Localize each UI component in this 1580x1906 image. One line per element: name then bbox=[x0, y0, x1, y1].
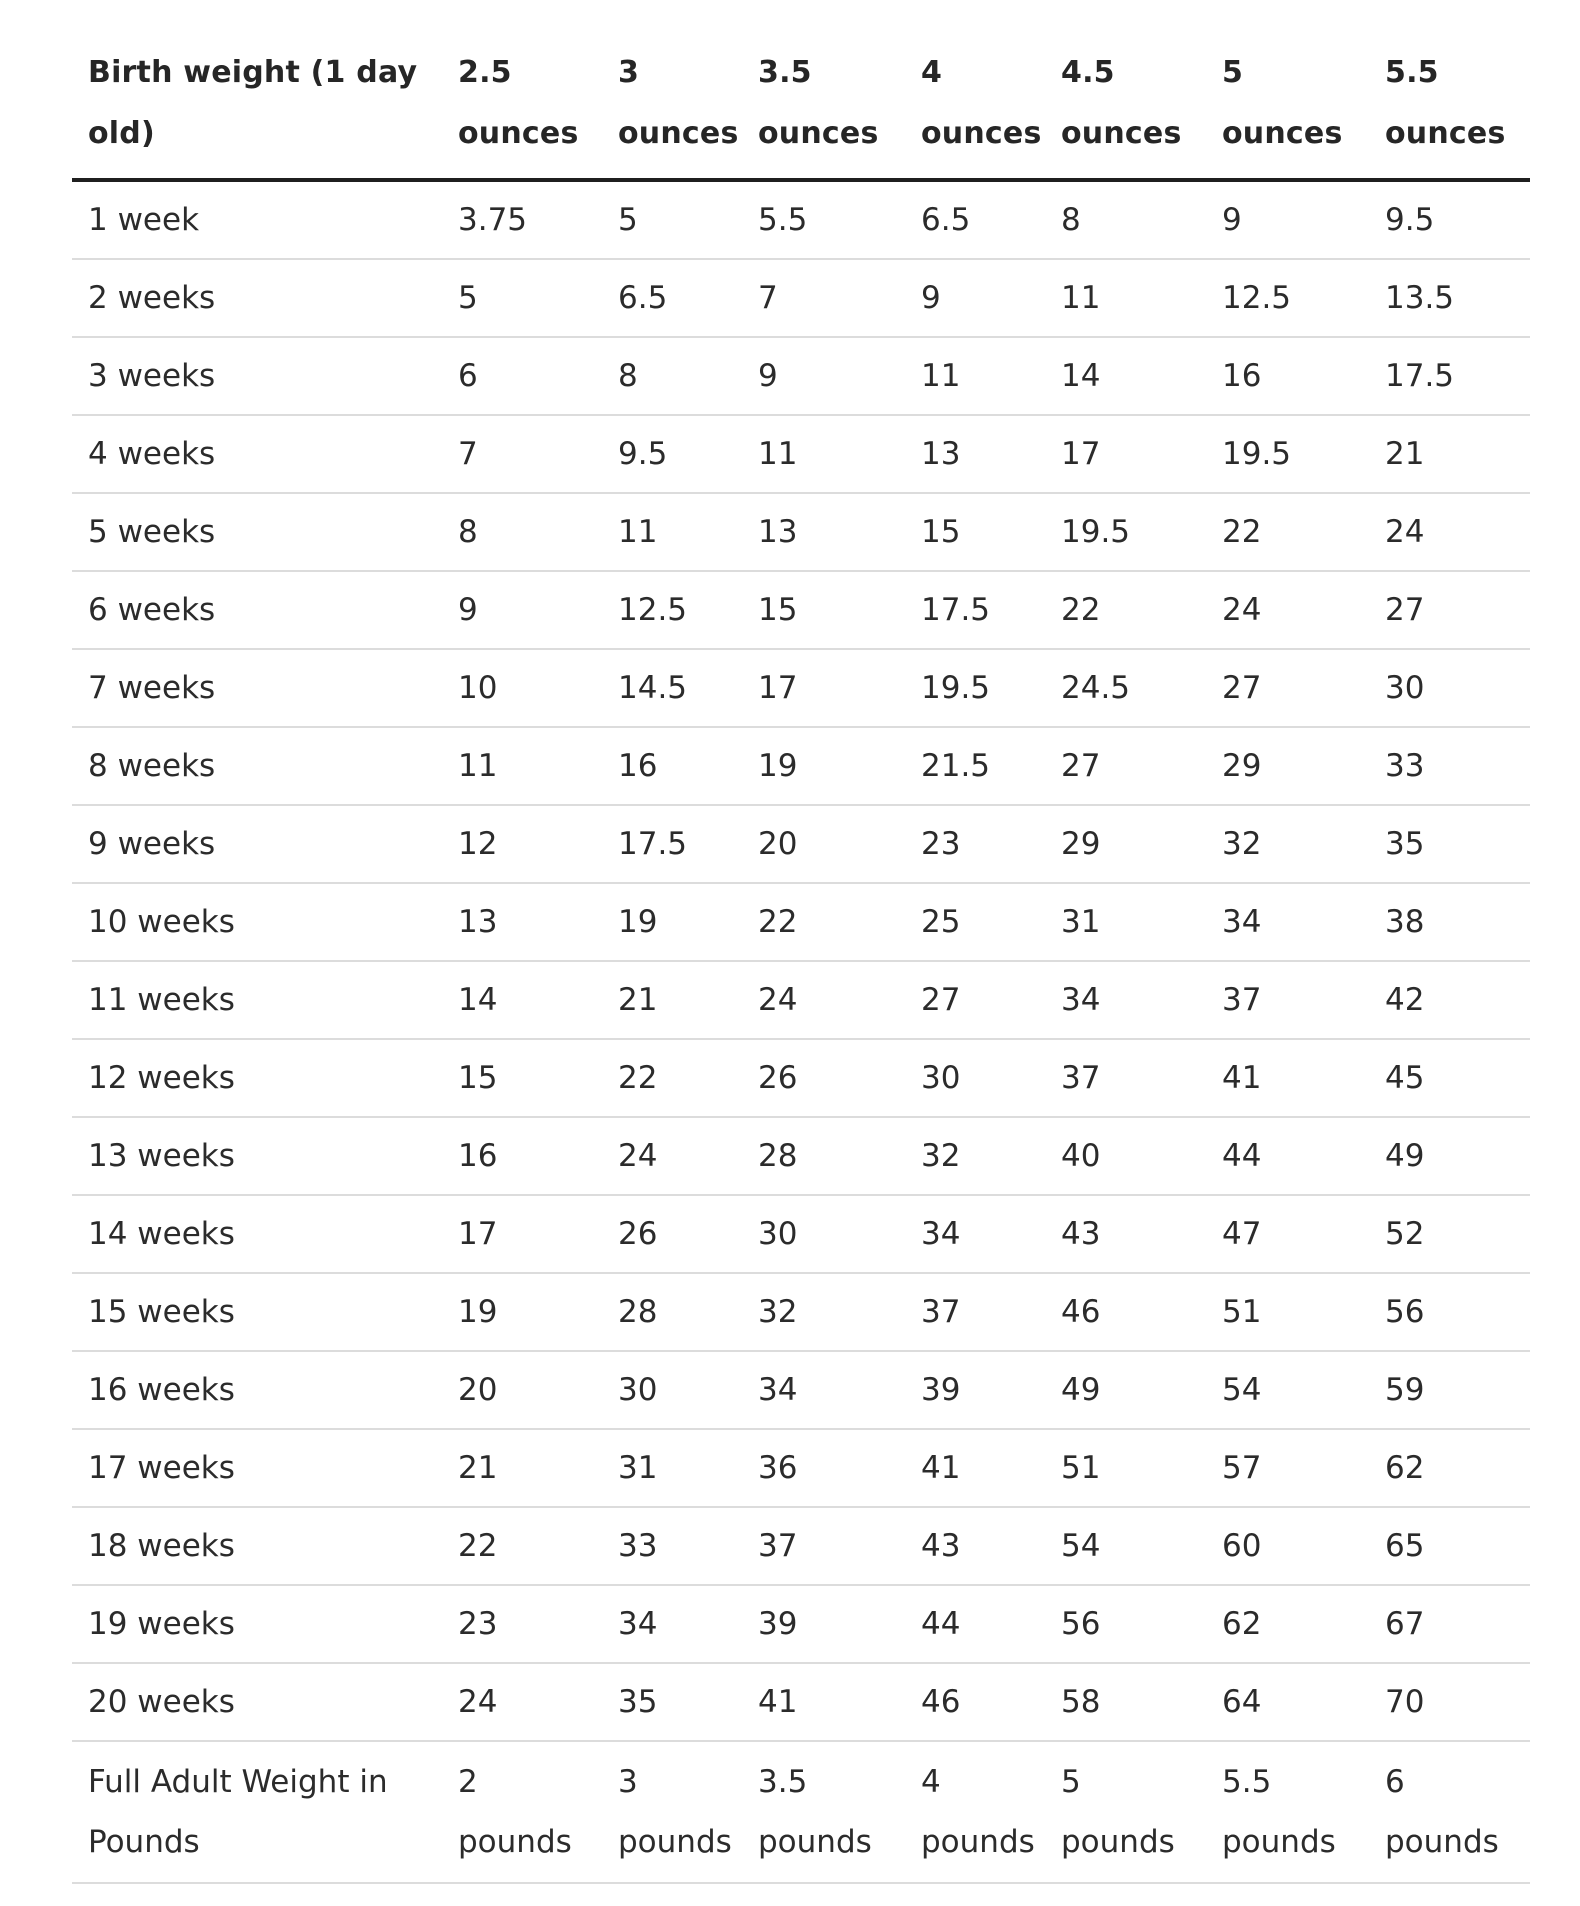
weight-cell: 3.5 pounds bbox=[742, 1741, 905, 1883]
weight-cell: 16 bbox=[442, 1117, 602, 1195]
weight-cell: 33 bbox=[602, 1507, 742, 1585]
weight-cell: 24.5 bbox=[1045, 649, 1206, 727]
weight-cell: 27 bbox=[905, 961, 1045, 1039]
weight-cell: 56 bbox=[1045, 1585, 1206, 1663]
weight-cell: 9 bbox=[742, 337, 905, 415]
table-row bbox=[72, 180, 1530, 259]
weight-cell: 60 bbox=[1206, 1507, 1369, 1585]
table-row bbox=[72, 1117, 1530, 1195]
table-row bbox=[72, 415, 1530, 493]
header-row bbox=[72, 30, 1530, 180]
weight-cell: 38 bbox=[1369, 883, 1530, 961]
weight-cell: 32 bbox=[742, 1273, 905, 1351]
weight-cell: 23 bbox=[442, 1585, 602, 1663]
weight-cell: 33 bbox=[1369, 727, 1530, 805]
weight-cell: 39 bbox=[905, 1351, 1045, 1429]
table-body bbox=[72, 180, 1530, 1883]
weight-cell: 11 bbox=[742, 415, 905, 493]
weight-cell: 12.5 bbox=[602, 571, 742, 649]
weight-cell: 8 bbox=[1045, 180, 1206, 259]
weight-cell: 56 bbox=[1369, 1273, 1530, 1351]
weight-cell: 26 bbox=[602, 1195, 742, 1273]
row-label-cell: 12 weeks bbox=[72, 1039, 442, 1117]
weight-cell: 17 bbox=[742, 649, 905, 727]
weight-cell: 27 bbox=[1206, 649, 1369, 727]
weight-cell: 57 bbox=[1206, 1429, 1369, 1507]
weight-cell: 9.5 bbox=[602, 415, 742, 493]
weight-cell: 14.5 bbox=[602, 649, 742, 727]
table-row bbox=[72, 337, 1530, 415]
weight-cell: 3 pounds bbox=[602, 1741, 742, 1883]
weight-cell: 7 bbox=[442, 415, 602, 493]
weight-cell: 15 bbox=[905, 493, 1045, 571]
weight-cell: 32 bbox=[905, 1117, 1045, 1195]
weight-cell: 54 bbox=[1045, 1507, 1206, 1585]
weight-cell: 39 bbox=[742, 1585, 905, 1663]
weight-cell: 23 bbox=[905, 805, 1045, 883]
weight-cell: 9 bbox=[442, 571, 602, 649]
weight-cell: 16 bbox=[602, 727, 742, 805]
weight-cell: 10 bbox=[442, 649, 602, 727]
weight-cell: 24 bbox=[1206, 571, 1369, 649]
table-header bbox=[72, 30, 1530, 180]
weight-cell: 22 bbox=[742, 883, 905, 961]
weight-cell: 15 bbox=[742, 571, 905, 649]
weight-cell: 17 bbox=[1045, 415, 1206, 493]
weight-cell: 4 pounds bbox=[905, 1741, 1045, 1883]
weight-cell: 29 bbox=[1045, 805, 1206, 883]
weight-cell: 41 bbox=[905, 1429, 1045, 1507]
weight-cell: 6 pounds bbox=[1369, 1741, 1530, 1883]
table-row bbox=[72, 1195, 1530, 1273]
weight-cell: 36 bbox=[742, 1429, 905, 1507]
weight-cell: 28 bbox=[742, 1117, 905, 1195]
row-label-cell: 11 weeks bbox=[72, 961, 442, 1039]
weight-cell: 12.5 bbox=[1206, 259, 1369, 337]
row-label-cell: 1 week bbox=[72, 180, 442, 259]
weight-cell: 21 bbox=[1369, 415, 1530, 493]
weight-cell: 20 bbox=[742, 805, 905, 883]
header-cell-birth-weight: 3 ounces bbox=[602, 30, 742, 180]
weight-cell: 9 bbox=[905, 259, 1045, 337]
weight-cell: 37 bbox=[742, 1507, 905, 1585]
weight-cell: 19.5 bbox=[1045, 493, 1206, 571]
weight-cell: 22 bbox=[1045, 571, 1206, 649]
table-row bbox=[72, 1351, 1530, 1429]
weight-cell: 54 bbox=[1206, 1351, 1369, 1429]
weight-cell: 43 bbox=[1045, 1195, 1206, 1273]
table-row bbox=[72, 1585, 1530, 1663]
table-row bbox=[72, 1663, 1530, 1741]
weight-cell: 46 bbox=[1045, 1273, 1206, 1351]
weight-cell: 58 bbox=[1045, 1663, 1206, 1741]
weight-cell: 24 bbox=[602, 1117, 742, 1195]
header-cell-age: Birth weight (1 day old) bbox=[72, 30, 442, 180]
weight-cell: 30 bbox=[905, 1039, 1045, 1117]
weight-cell: 13 bbox=[742, 493, 905, 571]
weight-cell: 62 bbox=[1206, 1585, 1369, 1663]
weight-cell: 34 bbox=[1045, 961, 1206, 1039]
weight-cell: 35 bbox=[602, 1663, 742, 1741]
table-row bbox=[72, 727, 1530, 805]
weight-cell: 24 bbox=[1369, 493, 1530, 571]
row-label-cell: 8 weeks bbox=[72, 727, 442, 805]
weight-cell: 34 bbox=[742, 1351, 905, 1429]
weight-cell: 11 bbox=[442, 727, 602, 805]
row-label-cell: 20 weeks bbox=[72, 1663, 442, 1741]
table-row bbox=[72, 259, 1530, 337]
table-row bbox=[72, 649, 1530, 727]
weight-cell: 49 bbox=[1369, 1117, 1530, 1195]
header-cell-birth-weight: 3.5 ounces bbox=[742, 30, 905, 180]
weight-cell: 27 bbox=[1045, 727, 1206, 805]
table-row bbox=[72, 1507, 1530, 1585]
row-label-cell: 18 weeks bbox=[72, 1507, 442, 1585]
weight-cell: 30 bbox=[602, 1351, 742, 1429]
row-label-cell: 15 weeks bbox=[72, 1273, 442, 1351]
weight-cell: 14 bbox=[1045, 337, 1206, 415]
weight-cell: 25 bbox=[905, 883, 1045, 961]
table-row bbox=[72, 805, 1530, 883]
weight-cell: 6.5 bbox=[602, 259, 742, 337]
row-label-cell: 17 weeks bbox=[72, 1429, 442, 1507]
weight-cell: 45 bbox=[1369, 1039, 1530, 1117]
weight-cell: 65 bbox=[1369, 1507, 1530, 1585]
weight-cell: 31 bbox=[1045, 883, 1206, 961]
weight-cell: 46 bbox=[905, 1663, 1045, 1741]
weight-cell: 49 bbox=[1045, 1351, 1206, 1429]
row-label-cell: 9 weeks bbox=[72, 805, 442, 883]
weight-cell: 6.5 bbox=[905, 180, 1045, 259]
weight-cell: 37 bbox=[1206, 961, 1369, 1039]
weight-cell: 19 bbox=[742, 727, 905, 805]
weight-cell: 28 bbox=[602, 1273, 742, 1351]
weight-cell: 20 bbox=[442, 1351, 602, 1429]
row-label-cell: 3 weeks bbox=[72, 337, 442, 415]
weight-cell: 34 bbox=[1206, 883, 1369, 961]
weight-cell: 17.5 bbox=[1369, 337, 1530, 415]
weight-cell: 27 bbox=[1369, 571, 1530, 649]
table-row bbox=[72, 961, 1530, 1039]
weight-cell: 19.5 bbox=[1206, 415, 1369, 493]
weight-cell: 37 bbox=[1045, 1039, 1206, 1117]
weight-cell: 62 bbox=[1369, 1429, 1530, 1507]
weight-cell: 5.5 bbox=[742, 180, 905, 259]
weight-cell: 34 bbox=[905, 1195, 1045, 1273]
weight-cell: 42 bbox=[1369, 961, 1530, 1039]
weight-cell: 43 bbox=[905, 1507, 1045, 1585]
weight-cell: 5 bbox=[602, 180, 742, 259]
weight-cell: 21 bbox=[602, 961, 742, 1039]
weight-cell: 22 bbox=[442, 1507, 602, 1585]
row-label-cell: 5 weeks bbox=[72, 493, 442, 571]
weight-cell: 17.5 bbox=[602, 805, 742, 883]
header-cell-birth-weight: 5 ounces bbox=[1206, 30, 1369, 180]
weight-cell: 30 bbox=[1369, 649, 1530, 727]
weight-cell: 8 bbox=[442, 493, 602, 571]
row-label-cell: 4 weeks bbox=[72, 415, 442, 493]
weight-cell: 12 bbox=[442, 805, 602, 883]
weight-cell: 7 bbox=[742, 259, 905, 337]
row-label-cell: Full Adult Weight in Pounds bbox=[72, 1741, 442, 1883]
weight-cell: 64 bbox=[1206, 1663, 1369, 1741]
weight-cell: 22 bbox=[602, 1039, 742, 1117]
row-label-cell: 13 weeks bbox=[72, 1117, 442, 1195]
weight-cell: 16 bbox=[1206, 337, 1369, 415]
weight-cell: 11 bbox=[602, 493, 742, 571]
row-label-cell: 6 weeks bbox=[72, 571, 442, 649]
weight-cell: 9 bbox=[1206, 180, 1369, 259]
weight-cell: 5.5 pounds bbox=[1206, 1741, 1369, 1883]
weight-cell: 17.5 bbox=[905, 571, 1045, 649]
row-label-cell: 14 weeks bbox=[72, 1195, 442, 1273]
table-row bbox=[72, 883, 1530, 961]
weight-cell: 21 bbox=[442, 1429, 602, 1507]
header-cell-birth-weight: 5.5 ounces bbox=[1369, 30, 1530, 180]
weight-cell: 6 bbox=[442, 337, 602, 415]
weight-cell: 44 bbox=[1206, 1117, 1369, 1195]
weight-cell: 11 bbox=[1045, 259, 1206, 337]
weight-cell: 19 bbox=[442, 1273, 602, 1351]
row-label-cell: 7 weeks bbox=[72, 649, 442, 727]
weight-cell: 70 bbox=[1369, 1663, 1530, 1741]
weight-cell: 17 bbox=[442, 1195, 602, 1273]
weight-cell: 15 bbox=[442, 1039, 602, 1117]
weight-cell: 5 bbox=[442, 259, 602, 337]
weight-cell: 8 bbox=[602, 337, 742, 415]
weight-cell: 2 pounds bbox=[442, 1741, 602, 1883]
weight-cell: 29 bbox=[1206, 727, 1369, 805]
header-cell-birth-weight: 2.5 ounces bbox=[442, 30, 602, 180]
weight-cell: 13.5 bbox=[1369, 259, 1530, 337]
table-row bbox=[72, 571, 1530, 649]
table-row bbox=[72, 493, 1530, 571]
weight-cell: 51 bbox=[1045, 1429, 1206, 1507]
weight-cell: 30 bbox=[742, 1195, 905, 1273]
row-label-cell: 19 weeks bbox=[72, 1585, 442, 1663]
row-label-cell: 10 weeks bbox=[72, 883, 442, 961]
header-cell-birth-weight: 4.5 ounces bbox=[1045, 30, 1206, 180]
weight-cell: 41 bbox=[742, 1663, 905, 1741]
table-row bbox=[72, 1741, 1530, 1883]
weight-cell: 31 bbox=[602, 1429, 742, 1507]
weight-cell: 52 bbox=[1369, 1195, 1530, 1273]
weight-cell: 51 bbox=[1206, 1273, 1369, 1351]
weight-cell: 19.5 bbox=[905, 649, 1045, 727]
weight-cell: 32 bbox=[1206, 805, 1369, 883]
weight-cell: 37 bbox=[905, 1273, 1045, 1351]
row-label-cell: 16 weeks bbox=[72, 1351, 442, 1429]
weight-cell: 13 bbox=[442, 883, 602, 961]
weight-cell: 13 bbox=[905, 415, 1045, 493]
weight-cell: 41 bbox=[1206, 1039, 1369, 1117]
weight-cell: 19 bbox=[602, 883, 742, 961]
table-row bbox=[72, 1039, 1530, 1117]
weight-cell: 11 bbox=[905, 337, 1045, 415]
weight-cell: 24 bbox=[442, 1663, 602, 1741]
weight-cell: 24 bbox=[742, 961, 905, 1039]
weight-cell: 35 bbox=[1369, 805, 1530, 883]
weight-cell: 59 bbox=[1369, 1351, 1530, 1429]
weight-cell: 5 pounds bbox=[1045, 1741, 1206, 1883]
weight-chart-table bbox=[72, 30, 1530, 1884]
weight-cell: 44 bbox=[905, 1585, 1045, 1663]
weight-cell: 40 bbox=[1045, 1117, 1206, 1195]
weight-cell: 14 bbox=[442, 961, 602, 1039]
weight-cell: 21.5 bbox=[905, 727, 1045, 805]
weight-cell: 34 bbox=[602, 1585, 742, 1663]
row-label-cell: 2 weeks bbox=[72, 259, 442, 337]
header-cell-birth-weight: 4 ounces bbox=[905, 30, 1045, 180]
table-row bbox=[72, 1273, 1530, 1351]
weight-cell: 47 bbox=[1206, 1195, 1369, 1273]
weight-cell: 22 bbox=[1206, 493, 1369, 571]
weight-cell: 9.5 bbox=[1369, 180, 1530, 259]
weight-cell: 3.75 bbox=[442, 180, 602, 259]
weight-cell: 67 bbox=[1369, 1585, 1530, 1663]
weight-cell: 26 bbox=[742, 1039, 905, 1117]
table-row bbox=[72, 1429, 1530, 1507]
